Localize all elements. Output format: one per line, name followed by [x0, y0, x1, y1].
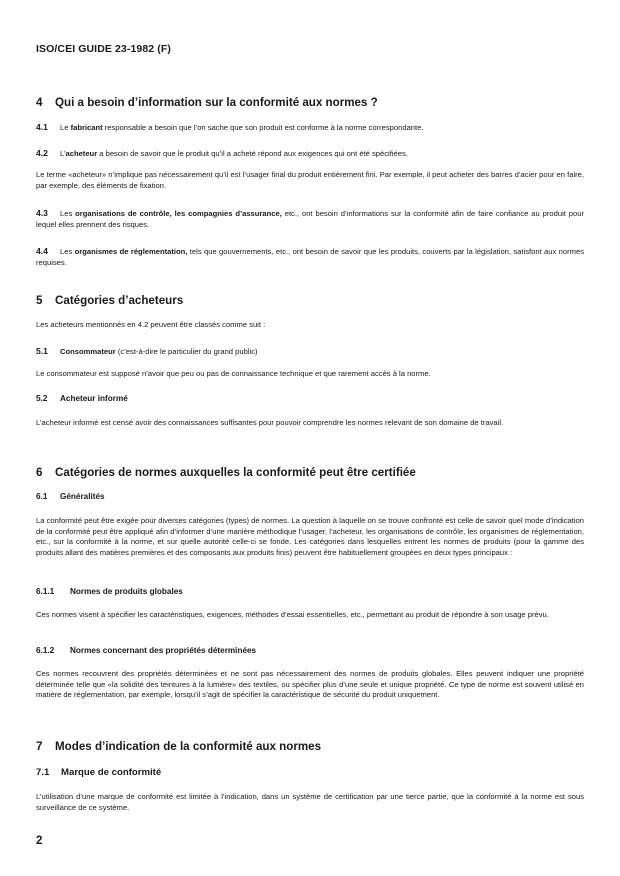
bold-term: organisations de contrôle, les compagnies d’assurance,: [75, 209, 282, 218]
clause-number: 7.1: [36, 767, 50, 778]
paragraph-4-4: [36, 246, 584, 268]
subsection-5-2-heading: [36, 394, 584, 403]
clause-number: 5.2: [36, 394, 48, 403]
paragraph-7-1: L’utilisation d’une marque de conformité est limitée à l’indication, dans un système de certification par une tierce partie, que la conformité à la norme est sous surveillance de ce système.: [36, 792, 584, 812]
paragraph-5-1: Le consommateur est supposé n’avoir que peu ou pas de connaissance technique et que rarement accès à la norme.: [36, 369, 431, 378]
paragraph-5-intro: Les acheteurs mentionnés en 4.2 peuvent être classés comme suit :: [36, 320, 266, 329]
paragraph-4-2: [36, 148, 584, 160]
section-title: Catégories d’acheteurs: [55, 294, 184, 307]
section-7-heading: [36, 740, 584, 753]
subsection-6-1-1-heading: [36, 587, 584, 596]
section-number: 4: [36, 96, 43, 109]
clause-number: 6.1.2: [36, 646, 55, 655]
paragraph-5-2: L’acheteur informé est censé avoir des connaissances suffisantes pour pouvoir comprendre les normes relevant de son domaine de travail.: [36, 418, 504, 427]
paragraph-6-1-1: Ces normes visent à spécifier les caractéristiques, exigences, méthodes d’essai essentielles, etc., permettant au produit de répondre à son usage prévu.: [36, 610, 549, 619]
section-5-heading: [36, 294, 584, 307]
subsection-title: Normes concernant des propriétés déterminées: [70, 646, 257, 655]
text-run: tels que gouvernements, etc., ont besoin de savoir que les produits, couverts par la législation, satisfont aux normes requises.: [36, 247, 584, 267]
page-number: 2: [36, 835, 43, 847]
subsection-5-1-heading: [36, 346, 584, 358]
text-run: a besoin de savoir que le produit qu’il a acheté répond aux exigences qui ont été spécifiées.: [97, 149, 408, 158]
clause-number: 5.1: [36, 346, 48, 356]
subsection-title: Acheteur informé: [60, 394, 128, 403]
section-6-heading: [36, 466, 584, 479]
subsection-title: Généralités: [60, 492, 105, 501]
text-run: Les: [60, 247, 75, 256]
bold-term: organismes de réglementation,: [74, 247, 188, 256]
text-run: etc., ont besoin d’informations sur la conformité afin de faire confiance au produit pour lequel elles prennent des risques.: [36, 209, 584, 229]
paragraph-4-2-note: Le terme «acheteur» n’implique pas nécessairement qu’il est l’usager final du produit entièrement fini. Par exemple, il peut acheter des barres d’acier pour en faire, par exemple, des éléments de fixation.: [36, 170, 584, 190]
paragraph-4-3: [36, 208, 584, 230]
paragraph-6-1-2: Ces normes recouvrent des propriétés déterminées et ne sont pas nécessairement des normes de produits globales. Elles peuvent indiquer une propriété déterminée telle que «la solidité des teintures à la lumière» des textiles, ou spécifier plus d’une seule et unique propriété. Ce type de norme est souvent utilisé en matière de réglementation, par exemple, lorsqu’il s’agit de spécifier la caractéristique de sécurité du produit uniquement.: [36, 669, 584, 700]
paragraph-6-1: La conformité peut être exigée pour diverses catégories (types) de normes. La question à laquelle on se trouve confronté est celle de savoir quel mode d’indication de la conformité peut être appliqué afin d’informer d’une manière méthodique l’usager, l’acheteur, les organisations de contrôle, les organismes de réglementation, etc., sur la conformité à la norme, et sur quelle autorité celle-ci se fonde. Les catégories dans lesquelles entrent les normes de produits (pour la gamme des produits allant des matières premières et des composants aux produits finis) peuvent être habituellement groupées en deux types principaux :: [36, 516, 584, 557]
section-number: 5: [36, 294, 43, 307]
section-4-heading: [36, 96, 584, 109]
section-number: 7: [36, 740, 43, 753]
clause-number: 4.4: [36, 246, 48, 256]
clause-number: 4.2: [36, 148, 48, 158]
text-run: (c’est-à-dire le particulier du grand public): [115, 347, 258, 356]
subsection-6-1-2-heading: [36, 646, 584, 655]
subsection-title: Normes de produits globales: [70, 587, 183, 596]
section-title: Modes d’indication de la conformité aux normes: [55, 740, 322, 753]
bold-term: acheteur: [65, 149, 98, 158]
bold-term: Consommateur: [60, 347, 116, 356]
clause-number: 6.1: [36, 492, 48, 501]
subsection-7-1-heading: [36, 767, 584, 778]
clause-number: 6.1.1: [36, 587, 55, 596]
text-run: Les: [60, 209, 76, 218]
section-title: Catégories de normes auxquelles la conformité peut être certifiée: [55, 466, 416, 479]
clause-number: 4.3: [36, 208, 48, 218]
text-run: Le: [60, 123, 71, 132]
paragraph-4-1: [36, 122, 584, 134]
text-run: L’: [60, 149, 66, 158]
clause-number: 4.1: [36, 122, 48, 132]
text-run: responsable a besoin que l’on sache que son produit est conforme à la norme correspondante.: [102, 123, 424, 132]
section-title: Qui a besoin d’information sur la conformité aux normes ?: [55, 96, 378, 109]
section-number: 6: [36, 466, 43, 479]
bold-term: fabricant: [70, 123, 103, 132]
running-header: ISO/CEI GUIDE 23-1982 (F): [36, 43, 171, 55]
subsection-6-1-heading: [36, 492, 584, 501]
subsection-title: Marque de conformité: [61, 767, 162, 778]
